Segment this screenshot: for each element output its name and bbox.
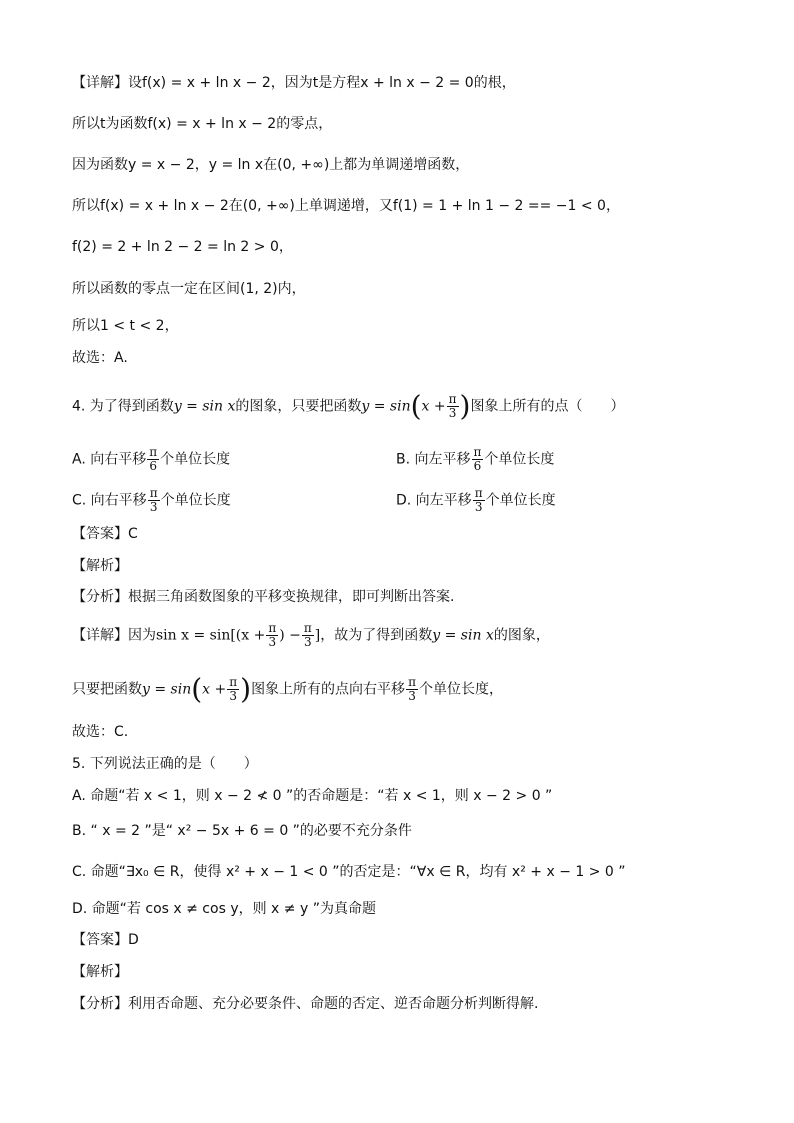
option-c: C. 向右平移 $\frac{\pi}{3}$ 个单位长度: [72, 486, 231, 514]
jiexi-5: 【解析】: [72, 964, 128, 980]
line-4: 所以f(x) = x + ln x − 2在(0, +∞)上单调递增，又f(1) = 1 + ln 1 − 2 == −1 < 0，: [72, 198, 620, 214]
line-1: 【详解】设f(x) = x + ln x − 2，因为t是方程x + ln x − 2 = 0的根，: [72, 75, 516, 91]
option-b: B. 向左平移 $\frac{\pi}{6}$ 个单位长度: [396, 445, 555, 473]
line-5: f(2) = 2 + ln 2 − 2 = ln 2 > 0，: [72, 239, 293, 255]
q5-option-a: A. 命题“若 x < 1，则 x − 2 ≮ 0 ”的否命题是：“若 x < 1，则 x − 2 > 0 ”: [72, 788, 553, 804]
line-3: 因为函数y = x − 2，y = ln x在(0, +∞)上都为单调递增函数，: [72, 157, 470, 173]
jiexi-4: 【解析】: [72, 558, 128, 574]
line-8: 故选：A.: [72, 350, 128, 366]
q5-option-b: B. “ x = 2 ”是“ x² − 5x + 6 = 0 ”的必要不充分条件: [72, 823, 412, 839]
q5-option-c: C. 命题“∃x₀ ∈ R，使得 x² + x − 1 < 0 ”的否定是：“∀x ∈ R，均有 x² + x − 1 > 0 ”: [72, 864, 626, 880]
xiangjie-4: 【详解】因为sin x = sin[(x + $\frac{\pi}{3}$ ) − $\frac{\pi}{3}$ ]，故为了得到函数y = sin x的图象，: [72, 621, 550, 649]
fenxi-4: 【分析】根据三角函数图象的平移变换规律，即可判断出答案.: [72, 589, 455, 605]
question-4: 4. 为了得到函数y = sin x的图象，只要把函数y = sin(x + $\frac{\pi}{3}$ )图象上所有的点（ ）: [72, 389, 625, 423]
xiangjie-4-line-2: 只要把函数y = sin(x + $\frac{\pi}{3}$ )图象上所有的点向右平移 $\frac{\pi}{3}$ 个单位长度，: [72, 672, 503, 706]
line-6: 所以函数的零点一定在区间(1, 2)内，: [72, 281, 306, 297]
line-2: 所以t为函数f(x) = x + ln x − 2的零点，: [72, 116, 333, 132]
answer-4: 【答案】C: [72, 526, 138, 542]
option-a: A. 向右平移 $\frac{\pi}{6}$ 个单位长度: [72, 445, 231, 473]
guxuan-4: 故选：C.: [72, 724, 129, 740]
question-5: 5. 下列说法正确的是（ ）: [72, 756, 258, 772]
q5-option-d: D. 命题“若 cos x ≠ cos y，则 x ≠ y ”为真命题: [72, 901, 376, 917]
option-d: D. 向左平移 $\frac{\pi}{3}$ 个单位长度: [396, 486, 556, 514]
fraction-pi-3: $\frac{\pi}{3}$: [448, 392, 457, 420]
answer-5: 【答案】D: [72, 932, 139, 948]
line-7: 所以1 < t < 2，: [72, 318, 179, 334]
fenxi-5: 【分析】利用否命题、充分必要条件、命题的否定、逆否命题分析判断得解.: [72, 996, 539, 1012]
